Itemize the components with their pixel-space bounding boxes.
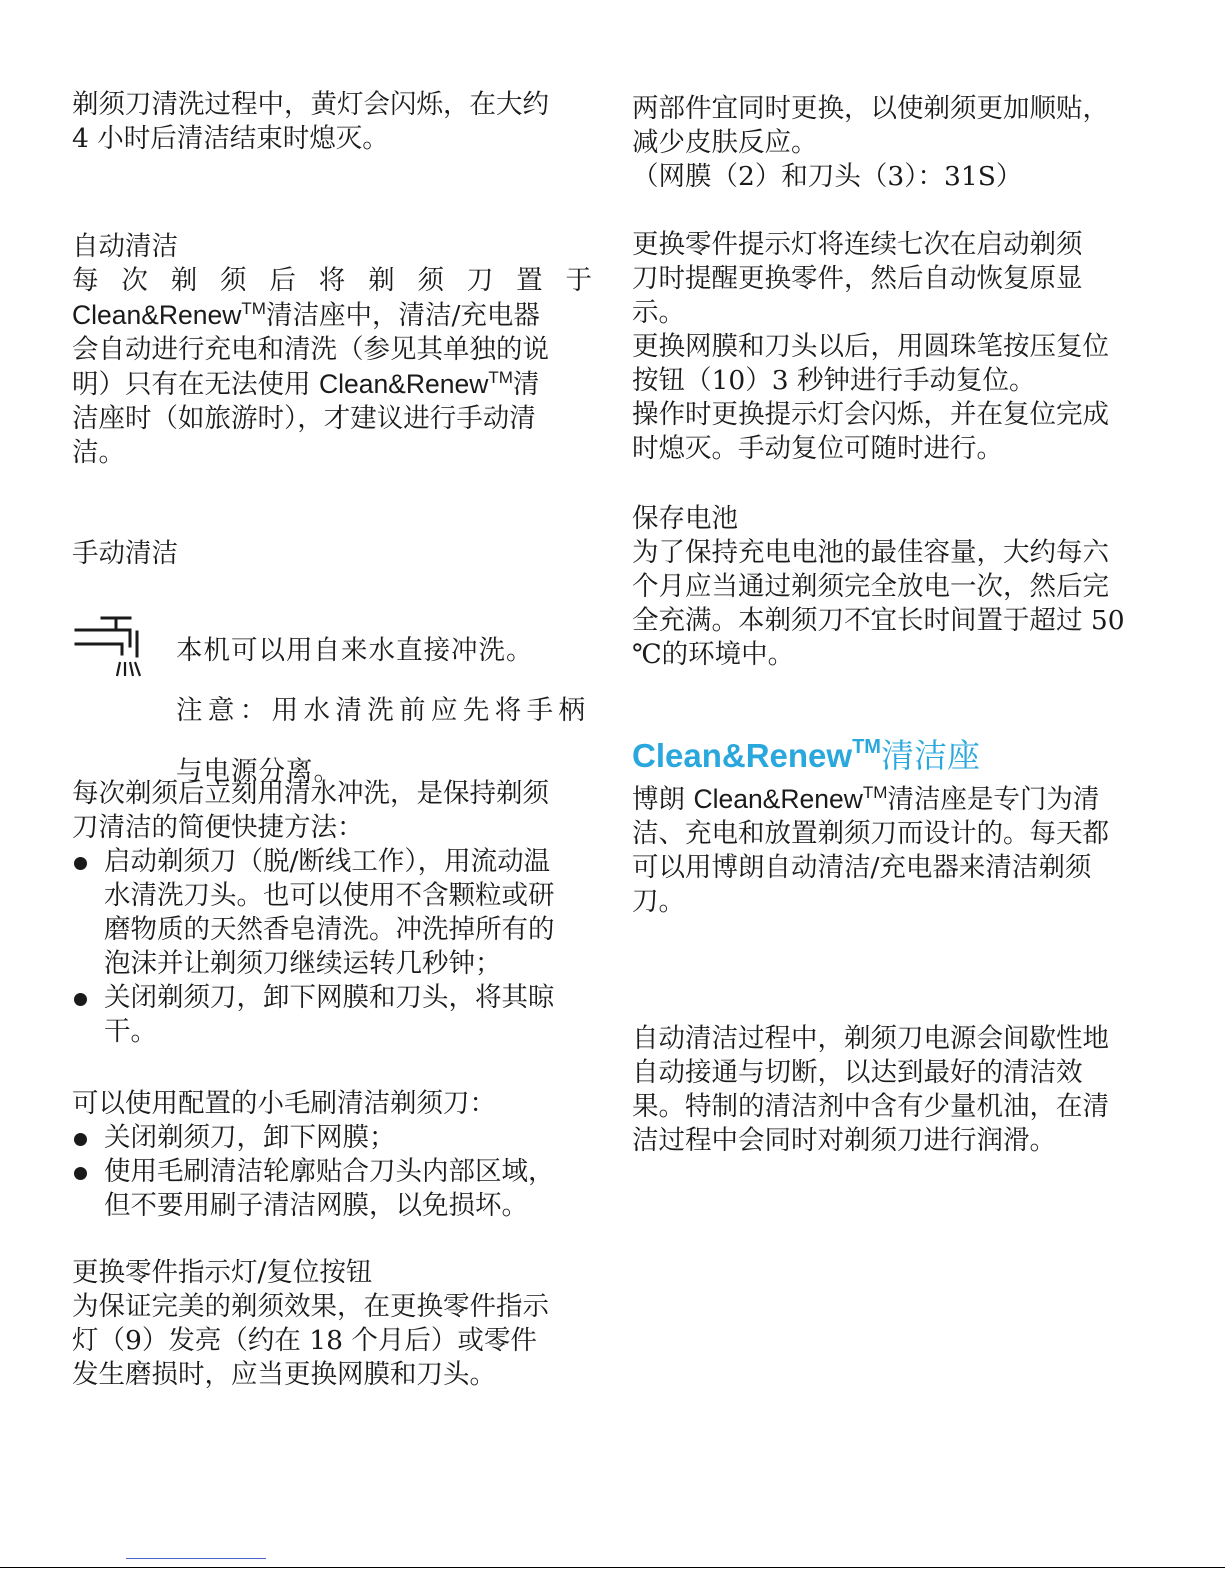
parts-replacement-note: 两部件宜同时更换，以使剃须更加顺贴， 减少皮肤反应。 （网膜（2）和刀头（3）：31S）: [632, 93, 1109, 192]
replace-indicator-heading: 更换零件指示灯/复位按钮: [72, 1257, 373, 1288]
clean-renew-heading: Clean&Renew™清洁座: [632, 736, 980, 775]
auto-clean-process: 自动清洁过程中，剃须刀电源会间歇性地 自动接通与切断，以达到最好的清洁效 果。特制的清洁剂中含有少量机油，在清 洁过程中会同时对剃须刀进行润滑。: [632, 1023, 1109, 1156]
list-item: 关闭剃须刀，卸下网膜和刀头，将其晾 干。: [72, 981, 592, 1049]
footer-rule: [0, 1567, 1225, 1568]
auto-clean-heading: 自动清洁: [72, 231, 178, 262]
list-item: 使用毛刷清洁轮廓贴合刀头内部区域， 但不要用刷子清洁网膜，以免损坏。: [72, 1155, 592, 1223]
cleaning-intro: 剃须刀清洗过程中，黄灯会闪烁，在大约 4 小时后清洁结束时熄灭。: [72, 89, 549, 154]
rinse-section: 每次剃须后立刻用清水冲洗，是保持剃须 刀清洁的简便快捷方法： 启动剃须刀（脱/断线工作），用流动温 水清洗刀头。也可以使用不含颗粒或研 磨物质的天然香皂清洗。冲洗掉所有的 泡沫并让剃须刀继续运转几秒钟； 关闭剃须刀，卸下网膜和刀头，将其晾 干。: [72, 777, 592, 1049]
battery-heading: 保存电池: [632, 503, 738, 534]
list-item: 启动剃须刀（脱/断线工作），用流动温 水清洗刀头。也可以使用不含颗粒或研 磨物质的天然香皂清洗。冲洗掉所有的 泡沫并让剃须刀继续运转几秒钟；: [72, 845, 592, 981]
brush-steps: [72, 1121, 592, 1223]
rinse-steps: [72, 845, 592, 1049]
auto-clean-section: 自动清洁 每 次 剃 须 后 将 剃 须 刀 置 于 Clean&Renew™清洁座中，清洁/充电器 会自动进行充电和清洗（参见其单独的说 明）只有在无法使用 Clean&Renew™清 洁座时（如旅游时），才建议进行手动清 洁。: [72, 231, 592, 468]
indicator-reset-text: 更换零件提示灯将连续七次在启动剃须 刀时提醒更换零件，然后自动恢复原显 示。 更换网膜和刀头以后，用圆珠笔按压复位 按钮（10）3 秒钟进行手动复位。 操作时更换提示灯会闪烁，并在复位完成 时熄灭。手动复位可随时进行。: [632, 229, 1109, 464]
footer-accent-rule: [126, 1558, 266, 1559]
clean-renew-description: 博朗 Clean&Renew™清洁座是专门为清 洁、充电和放置剃须刀而设计的。每天都 可以用博朗自动清洁/充电器来清洁剃须 刀。: [632, 783, 1109, 917]
manual-clean-heading: 手动清洁: [72, 538, 178, 569]
faucet-icon: [72, 612, 152, 682]
battery-section: 保存电池 为了保持充电电池的最佳容量，大约每六 个月应当通过剃须完全放电一次，然后完 全充满。本剃须刀不宜长时间置于超过 50 ℃的环境中。: [632, 502, 1152, 672]
brush-section: 可以使用配置的小毛刷清洁剃须刀： 关闭剃须刀，卸下网膜； 使用毛刷清洁轮廓贴合刀头内部区域， 但不要用刷子清洁网膜，以免损坏。: [72, 1087, 592, 1223]
list-item: 关闭剃须刀，卸下网膜；: [72, 1121, 592, 1155]
replace-indicator-section: 更换零件指示灯/复位按钮 为保证完美的剃须效果，在更换零件指示 灯（9）发亮（约在 18 个月后）或零件 发生磨损时，应当更换网膜和刀头。: [72, 1256, 592, 1392]
tap-rinse-note: 本机可以用自来水直接冲洗。 注意：用水清洗前应先将手柄 与电源分离。: [176, 634, 586, 787]
